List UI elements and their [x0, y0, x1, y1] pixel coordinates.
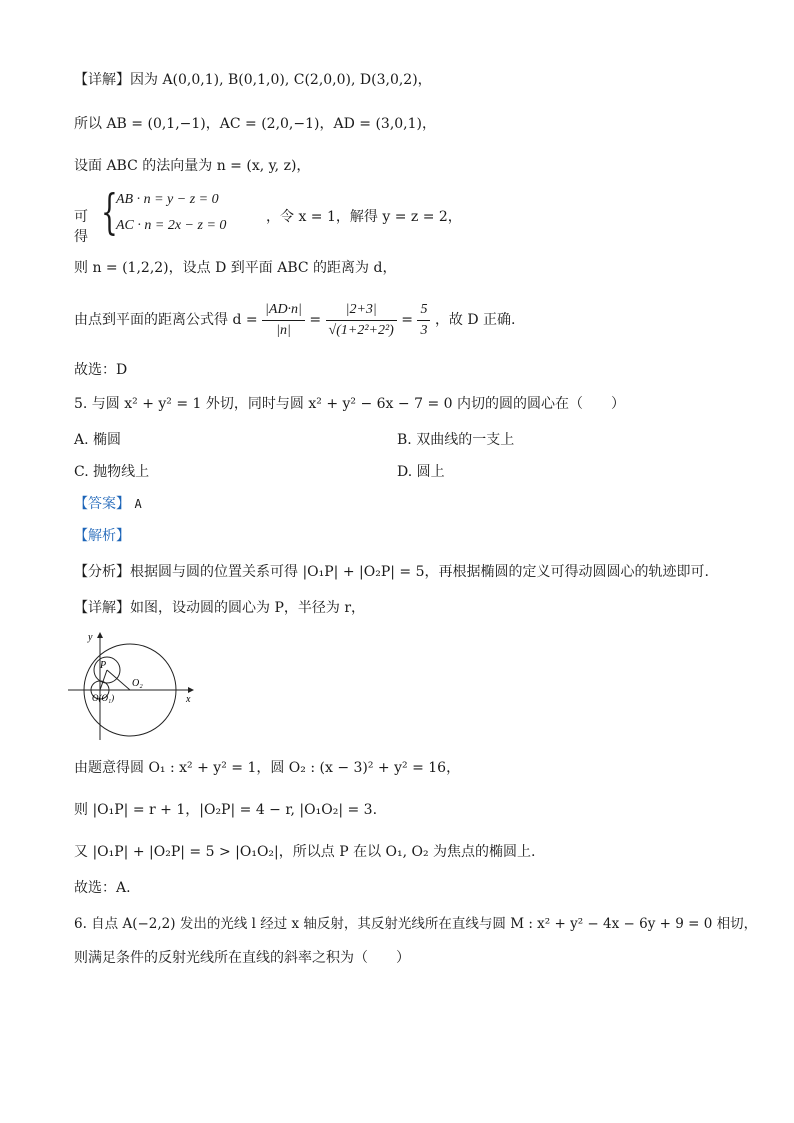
option-a — [74, 430, 121, 450]
x-axis-arrow-icon — [188, 687, 194, 693]
option-b — [397, 430, 514, 450]
analysis-tag: 【解析】 — [74, 528, 130, 544]
solution-line-vectors — [74, 114, 436, 134]
system-equation-1: AB · n = y − z = 0 — [116, 192, 219, 207]
y-axis-arrow-icon — [97, 632, 103, 638]
option-d-text: D. 圆上 — [397, 464, 445, 480]
question-text: 5. 与圆 x² + y² = 1 外切，同时与圆 x² + y² − 6x − 7 = 0 内切的圆的圆心在（ ） — [74, 396, 625, 412]
solution-text: 所以 AB = (0,1,−1)，AC = (2,0,−1)，AD = (3,0,1)， — [74, 116, 436, 132]
detail-text: 如图，设动圆的圆心为 P，半径为 r， — [130, 600, 366, 616]
option-d — [397, 462, 445, 482]
fraction-numerator: |AD·n| — [262, 300, 305, 321]
answer-line — [74, 494, 142, 514]
solution-text: 故选：A. — [74, 880, 131, 896]
question-5-stem — [74, 394, 625, 414]
question-6-stem-line-1 — [74, 914, 757, 934]
question-6-stem-line-2 — [74, 948, 410, 968]
solution-text: 故选：D — [74, 362, 128, 378]
detail-tag: 【详解】 — [74, 600, 130, 616]
question-text: 6. 自点 A(−2,2) 发出的光线 l 经过 x 轴反射，其反射光线所在直线与圆 M : x² + y² − 4x − 6y + 9 = 0 相切， — [74, 916, 758, 932]
detail-line — [74, 598, 365, 618]
answer-choice-line — [74, 878, 131, 898]
label-x: x — [186, 694, 191, 705]
circle-equations-line — [74, 758, 460, 778]
fraction-result — [417, 300, 430, 341]
left-brace: { — [101, 184, 118, 240]
solution-line-distance — [74, 258, 396, 278]
segment-o1-p — [100, 670, 107, 690]
analysis-text: 根据圆与圆的位置关系可得 |O₁P| + |O₂P| = 5，再根据椭圆的定义可得动圆圆心的轨迹即可. — [130, 564, 709, 580]
fraction-denominator: √(1+2²+2²) — [328, 322, 394, 338]
ellipse-conclusion-line — [74, 842, 536, 862]
fraction-dot-over-norm — [262, 300, 305, 341]
answer-value: A — [134, 497, 142, 511]
fraction-numerator: |2+3| — [326, 300, 397, 321]
analysis-line — [74, 562, 709, 582]
answer-tag: 【答案】 — [74, 496, 130, 512]
label-o2: O₂ — [132, 678, 143, 689]
distance-formula-line: 由点到平面的距离公式得 d = $\frac{|AD\cdot n|}{|n|}$ = $\frac{|2+3|}{\text{√(1+2²+2²)}}$ = $\frac{5}{3}$ ，故 D 正确. — [74, 298, 516, 342]
solution-line-points — [74, 70, 432, 90]
fraction-substituted — [326, 300, 397, 341]
solution-text: 设面 ABC 的法向量为 n = (x, y, z)， — [74, 158, 311, 174]
solution-text: 【详解】因为 A(0,0,1), B(0,1,0), C(2,0,0), D(3,0,2)， — [74, 72, 432, 88]
solution-text: 则 |O₁P| = r + 1，|O₂P| = 4 − r, |O₁O₂| = 3. — [74, 802, 378, 818]
label-o1: O(O₁) — [92, 693, 115, 703]
system-suffix: ，令 x = 1，解得 y = z = 2， — [266, 209, 462, 225]
option-c-text: C. 抛物线上 — [74, 464, 150, 480]
fraction-denominator: 3 — [420, 322, 428, 338]
option-c — [74, 462, 149, 482]
formula-prefix: 由点到平面的距离公式得 d = — [74, 312, 258, 328]
question-text: 则满足条件的反射光线所在直线的斜率之积为（ ） — [74, 950, 410, 966]
answer-choice-line — [74, 360, 127, 380]
solution-line-normal-vector — [74, 156, 310, 176]
segment-p-o2 — [107, 670, 130, 690]
circles-figure — [64, 628, 194, 746]
option-a-text: A. 椭圆 — [74, 432, 122, 448]
system-equation-2: AC · n = 2x − z = 0 — [116, 218, 227, 233]
label-y: y — [88, 632, 93, 643]
fraction-numerator: 5 — [417, 300, 430, 321]
solution-text: 由题意得圆 O₁ : x² + y² = 1，圆 O₂ : (x − 3)² + y² = 16， — [74, 760, 461, 776]
distances-line — [74, 800, 377, 820]
solution-text: 则 n = (1,2,2)，设点 D 到平面 ABC 的距离为 d， — [74, 260, 397, 276]
formula-suffix: ，故 D 正确. — [434, 312, 516, 328]
fraction-denominator: |n| — [276, 322, 291, 338]
label-p: P — [100, 660, 107, 671]
analysis-tag: 【分析】 — [74, 564, 130, 580]
analysis-header — [74, 526, 130, 546]
system-prefix: 可得 — [74, 209, 88, 245]
option-b-text: B. 双曲线的一支上 — [397, 432, 515, 448]
solution-text: 又 |O₁P| + |O₂P| = 5 > |O₁O₂|，所以点 P 在以 O₁, O₂ 为焦点的椭圆上. — [74, 844, 536, 860]
